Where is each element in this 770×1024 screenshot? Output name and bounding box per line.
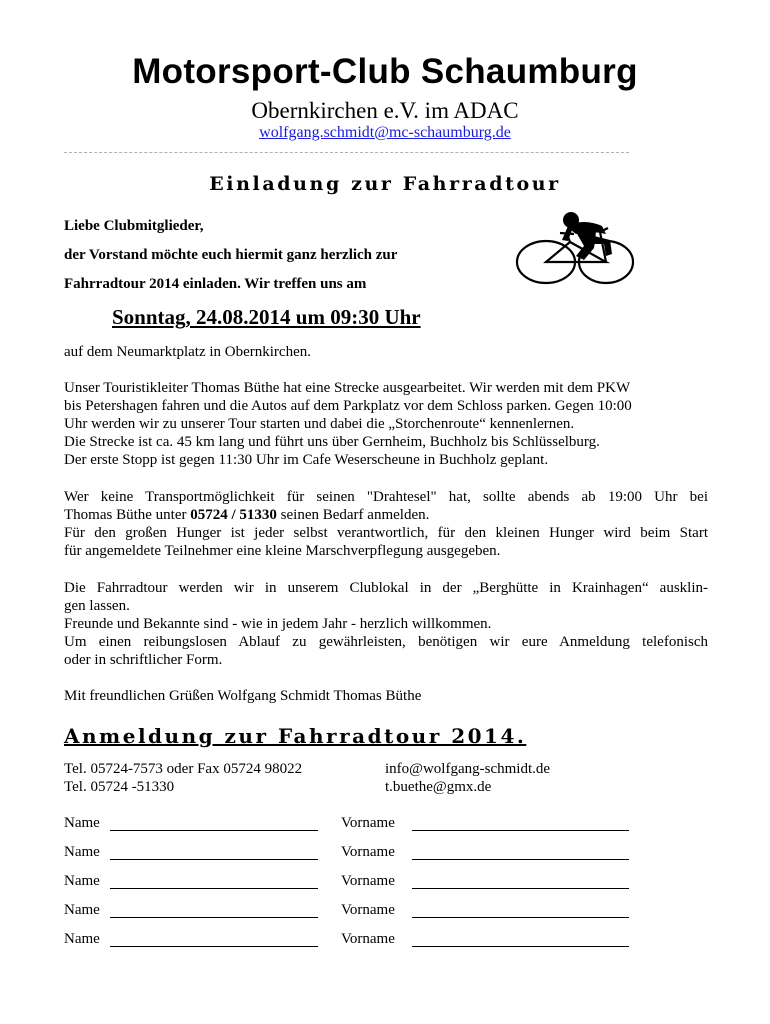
name-field[interactable] [110, 917, 318, 918]
vorname-label: Vorname [341, 844, 395, 860]
vorname-field[interactable] [412, 888, 629, 889]
closing-signature: Mit freundlichen Grüßen Wolfgang Schmidt Thomas Büthe [64, 688, 422, 704]
email-1[interactable]: info@wolfgang-schmidt.de [385, 761, 551, 777]
vorname-label: Vorname [341, 815, 395, 831]
event-date: Sonntag, 24.08.2014 um 09:30 Uhr [112, 305, 421, 329]
name-field[interactable] [110, 888, 318, 889]
registration-row [64, 873, 664, 893]
transport-line: für angemeldete Teilnehmer eine kleine Marschverpflegung ausgegeben. [64, 543, 501, 559]
paragraph-finish [64, 579, 708, 669]
finish-line: Die Fahrradtour werden wir in unserem Clublokal in der „Berghütte in Krainhagen“ ausklin- [64, 580, 708, 596]
transport-line: Wer keine Transportmöglichkeit für seinen "Drahtesel" hat, sollte abends ab 19:00 Uhr bei [64, 489, 708, 505]
name-label: Name [64, 815, 100, 831]
name-label: Name [64, 873, 100, 889]
phone-number: 05724 / 51330 [190, 507, 277, 523]
vorname-field[interactable] [412, 859, 629, 860]
phone-fax: Tel. 05724-7573 oder Fax 05724 98022 [64, 761, 303, 777]
club-email-link[interactable]: wolfgang.schmidt@mc-schaumburg.de [259, 124, 511, 141]
vorname-label: Vorname [341, 931, 395, 947]
registration-row [64, 844, 664, 864]
registration-row [64, 931, 664, 951]
finish-line: Um einen reibungslosen Ablauf zu gewährleisten, benötigen wir eure Anmeldung telefonisch [64, 634, 708, 650]
route-line: bis Petershagen fahren und die Autos auf dem Parkplatz vor dem Schloss parken. Gegen 10:00 [64, 398, 632, 414]
club-subtitle: Obernkirchen e.V. im ADAC [251, 98, 519, 123]
phone-2: Tel. 05724 -51330 [64, 779, 175, 795]
paragraph-route [64, 379, 708, 469]
paragraph-transport [64, 488, 708, 560]
transport-line [64, 506, 708, 524]
vorname-label: Vorname [341, 902, 395, 918]
name-field[interactable] [110, 859, 318, 860]
name-label: Name [64, 844, 100, 860]
greeting-line-3: Fahrradtour 2014 einladen. Wir treffen uns am [64, 276, 367, 292]
vorname-field[interactable] [412, 917, 629, 918]
club-name: Motorsport-Club Schaumburg [132, 52, 638, 91]
route-line: Die Strecke ist ca. 45 km lang und führt uns über Gernheim, Buchholz bis Schlüsselburg. [64, 434, 600, 450]
contact-phones [64, 760, 302, 796]
route-line: Unser Touristikleiter Thomas Büthe hat eine Strecke ausgearbeitet. Wir werden mit dem PKW [64, 380, 631, 396]
route-line: Uhr werden wir zu unserer Tour starten und dabei die „Storchenroute“ kennenlernen. [64, 416, 575, 432]
contact-emails [385, 760, 550, 796]
name-label: Name [64, 902, 100, 918]
greeting-line-1: Liebe Clubmitglieder, [64, 218, 204, 234]
transport-text: seinen Bedarf anmelden. [276, 507, 430, 523]
finish-line: gen lassen. [64, 598, 130, 614]
name-field[interactable] [110, 830, 318, 831]
header-divider [64, 152, 629, 153]
vorname-label: Vorname [341, 873, 395, 889]
registration-row [64, 815, 664, 835]
cyclist-icon [510, 210, 638, 291]
meeting-place: auf dem Neumarktplatz in Obernkirchen. [64, 344, 311, 360]
transport-text: Thomas Büthe unter [64, 507, 191, 523]
route-line: Der erste Stopp ist gegen 11:30 Uhr im Cafe Weserscheune in Buchholz geplant. [64, 452, 549, 468]
finish-line: Freunde und Bekannte sind - wie in jedem Jahr - herzlich willkommen. [64, 616, 492, 632]
vorname-field[interactable] [412, 830, 629, 831]
registration-title: Anmeldung zur Fahrradtour 2014. [64, 724, 527, 748]
email-2[interactable]: t.buethe@gmx.de [385, 779, 492, 795]
name-field[interactable] [110, 946, 318, 947]
vorname-field[interactable] [412, 946, 629, 947]
invitation-title: Einladung zur Fahrradtour [209, 173, 561, 195]
transport-line: Für den großen Hunger ist jeder selbst verantwortlich, für den kleinen Hunger wird beim Start [64, 525, 708, 541]
registration-row [64, 902, 664, 922]
finish-line: oder in schriftlicher Form. [64, 652, 223, 668]
name-label: Name [64, 931, 100, 947]
greeting-line-2: der Vorstand möchte euch hiermit ganz herzlich zur [64, 247, 398, 263]
